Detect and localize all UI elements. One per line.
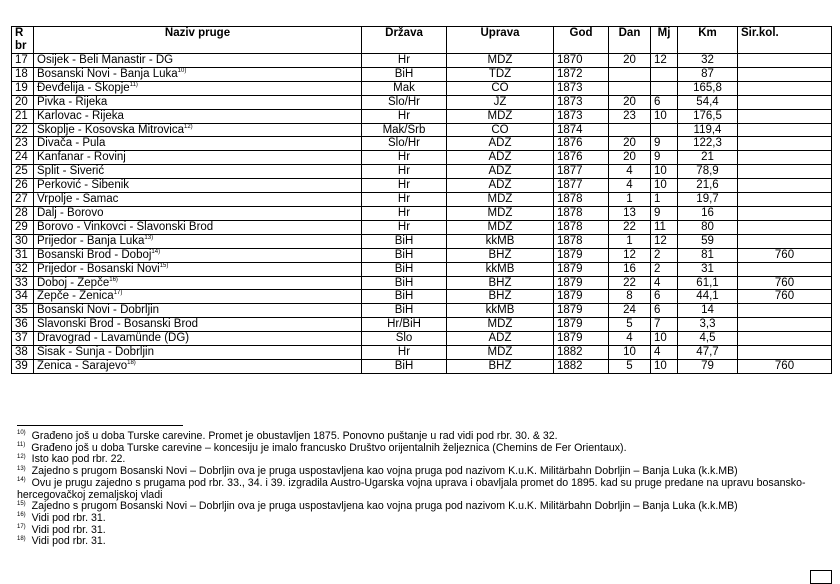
cell-rbr: 21 — [12, 109, 34, 123]
cell-drzava: BiH — [362, 67, 447, 81]
cell-naziv-pruge: Vrpolje - Šamac — [34, 193, 362, 207]
cell-uprava: CO — [447, 81, 554, 95]
cell-naziv-pruge: Perković - Šibenik — [34, 179, 362, 193]
cell-god: 1878 — [554, 206, 609, 220]
footnote-text: Zajedno s prugom Bosanski Novi – Dobrljin ova je pruga uspostavljena kao vojna pruga pod nazivom K.u.K. Militärbahn Dobrljin – Banja Luka (k.k.MB) — [31, 465, 738, 478]
cell-km: 16 — [678, 206, 738, 220]
cell-sirina-kolosijeka: 760 — [738, 248, 832, 262]
cell-drzava: Hr/BiH — [362, 318, 447, 332]
cell-dan: 5 — [609, 318, 651, 332]
cell-sirina-kolosijeka: 760 — [738, 359, 832, 373]
cell-mj: 12 — [651, 234, 678, 248]
cell-uprava: BHŽ — [447, 290, 554, 304]
header-god: God — [554, 27, 609, 54]
cell-km: 21 — [678, 151, 738, 165]
cell-drzava: BiH — [362, 290, 447, 304]
cell-drzava: Hr — [362, 346, 447, 360]
page-corner-box — [810, 570, 832, 584]
cell-drzava: Hr — [362, 220, 447, 234]
cell-mj: 9 — [651, 137, 678, 151]
cell-naziv-pruge: Osijek - Beli Manastir - DG — [34, 54, 362, 68]
table-row — [12, 165, 832, 179]
cell-naziv-pruge: Žepče - Zenica$^{17)}$ — [34, 290, 362, 304]
railway-table — [11, 26, 832, 374]
cell-rbr: 19 — [12, 81, 34, 95]
cell-km: 4,5 — [678, 332, 738, 346]
cell-god: 1878 — [554, 193, 609, 207]
footnotes-list — [17, 431, 832, 548]
cell-naziv-pruge: Zenica - Sarajevo$^{18)}$ — [34, 359, 362, 373]
cell-mj — [651, 67, 678, 81]
cell-dan: 4 — [609, 179, 651, 193]
cell-dan: 8 — [609, 290, 651, 304]
cell-km: 87 — [678, 67, 738, 81]
footnote-ref: 11) — [129, 81, 138, 88]
cell-mj: 6 — [651, 304, 678, 318]
cell-god: 1876 — [554, 151, 609, 165]
cell-drzava: Slo/Hr — [362, 95, 447, 109]
cell-mj: 2 — [651, 248, 678, 262]
cell-uprava: BHŽ — [447, 276, 554, 290]
cell-drzava: Mak — [362, 81, 447, 95]
footnote-mark: 14) — [17, 477, 26, 484]
table-row — [12, 318, 832, 332]
cell-km: 80 — [678, 220, 738, 234]
header-dan: Dan — [609, 27, 651, 54]
footnote-text: Zajedno s prugom Bosanski Novi – Dobrljin ova je pruga uspostavljena kao vojna pruga pod nazivom K.u.K. Militärbahn Dobrljin – Banja Luka (k.k.MB) — [31, 500, 738, 513]
table-row — [12, 123, 832, 137]
cell-rbr: 25 — [12, 165, 34, 179]
cell-rbr: 17 — [12, 54, 34, 68]
cell-god: 1870 — [554, 54, 609, 68]
cell-drzava: BiH — [362, 262, 447, 276]
header-drzava: Država — [362, 27, 447, 54]
footnote-text: Ovu je prugu zajedno s prugama pod rbr. 33., 34. i 39. izgradila Austro-Ugarska vojna uprava i obavljala promet do 1895. kad su pruge predane na upravu bosansko-hercegovačkoj zemaljskoj vladi — [17, 476, 806, 501]
cell-km: 79 — [678, 359, 738, 373]
cell-km: 32 — [678, 54, 738, 68]
cell-sirina-kolosijeka — [738, 304, 832, 318]
header-uprava: Uprava — [447, 27, 554, 54]
header-mj: Mj — [651, 27, 678, 54]
cell-rbr: 37 — [12, 332, 34, 346]
cell-km: 54,4 — [678, 95, 738, 109]
cell-naziv-pruge: Borovo - Vinkovci - Slavonski Brod — [34, 220, 362, 234]
table-row — [12, 290, 832, 304]
table-row — [12, 179, 832, 193]
cell-sirina-kolosijeka — [738, 109, 832, 123]
header-km: Km — [678, 27, 738, 54]
footnote-text: Isto kao pod rbr. 22. — [31, 453, 126, 466]
cell-uprava: BHŽ — [447, 359, 554, 373]
cell-km: 165,8 — [678, 81, 738, 95]
cell-dan: 1 — [609, 234, 651, 248]
cell-drzava: BiH — [362, 234, 447, 248]
cell-sirina-kolosijeka — [738, 193, 832, 207]
cell-sirina-kolosijeka — [738, 67, 832, 81]
cell-rbr: 32 — [12, 262, 34, 276]
table-row — [12, 54, 832, 68]
cell-dan: 16 — [609, 262, 651, 276]
cell-god: 1879 — [554, 318, 609, 332]
footnote-ref: 10) — [177, 68, 187, 75]
table-row — [12, 95, 832, 109]
cell-dan — [609, 67, 651, 81]
cell-god: 1879 — [554, 248, 609, 262]
cell-sirina-kolosijeka — [738, 95, 832, 109]
footnote-mark: 11) — [17, 442, 26, 449]
cell-drzava: BiH — [362, 304, 447, 318]
table-row — [12, 193, 832, 207]
cell-dan: 4 — [609, 165, 651, 179]
cell-rbr: 36 — [12, 318, 34, 332]
footnote-ref: 15) — [159, 262, 169, 269]
cell-dan: 20 — [609, 151, 651, 165]
table-row — [12, 248, 832, 262]
cell-dan: 24 — [609, 304, 651, 318]
cell-dan — [609, 123, 651, 137]
footnote-item — [17, 478, 832, 501]
cell-rbr: 35 — [12, 304, 34, 318]
cell-uprava: ADŽ — [447, 179, 554, 193]
cell-dan: 12 — [609, 248, 651, 262]
table-row — [12, 304, 832, 318]
cell-uprava: MDŽ — [447, 109, 554, 123]
footnote-mark: 15) — [17, 500, 26, 507]
cell-naziv-pruge: Slavonski Brod - Bosanski Brod — [34, 318, 362, 332]
cell-km: 176,5 — [678, 109, 738, 123]
cell-sirina-kolosijeka — [738, 54, 832, 68]
footnote-ref: 17) — [113, 290, 123, 297]
cell-naziv-pruge: Bosanski Novi - Dobrljin — [34, 304, 362, 318]
cell-sirina-kolosijeka — [738, 123, 832, 137]
table-row — [12, 332, 832, 346]
cell-km: 119,4 — [678, 123, 738, 137]
cell-mj: 10 — [651, 179, 678, 193]
footnote-ref: 13) — [144, 234, 154, 241]
footnote-ref: 12) — [184, 123, 193, 130]
cell-mj: 10 — [651, 109, 678, 123]
cell-km: 3,3 — [678, 318, 738, 332]
cell-uprava: kkMB — [447, 304, 554, 318]
cell-sirina-kolosijeka: 760 — [738, 276, 832, 290]
cell-drzava: BiH — [362, 359, 447, 373]
cell-drzava: Hr — [362, 109, 447, 123]
cell-god: 1876 — [554, 137, 609, 151]
footnote-ref: 16) — [109, 276, 118, 283]
cell-god: 1873 — [554, 109, 609, 123]
cell-god: 1873 — [554, 81, 609, 95]
cell-naziv-pruge: Divača - Pula — [34, 137, 362, 151]
cell-mj: 6 — [651, 290, 678, 304]
cell-mj: 1 — [651, 193, 678, 207]
cell-god: 1878 — [554, 234, 609, 248]
cell-naziv-pruge: Sisak - Sunja - Dobrljin — [34, 346, 362, 360]
cell-rbr: 23 — [12, 137, 34, 151]
cell-drzava: Slo — [362, 332, 447, 346]
cell-uprava: ADŽ — [447, 137, 554, 151]
cell-km: 59 — [678, 234, 738, 248]
cell-naziv-pruge: Pivka - Rijeka — [34, 95, 362, 109]
cell-god: 1879 — [554, 262, 609, 276]
cell-rbr: 31 — [12, 248, 34, 262]
cell-uprava: MDŽ — [447, 318, 554, 332]
cell-drzava: Hr — [362, 193, 447, 207]
cell-rbr: 24 — [12, 151, 34, 165]
table-row — [12, 262, 832, 276]
cell-naziv-pruge: Đevđelija - Skopje$^{11)}$ — [34, 81, 362, 95]
cell-km: 122,3 — [678, 137, 738, 151]
cell-god: 1872 — [554, 67, 609, 81]
header-naziv-pruge: Naziv pruge — [34, 27, 362, 54]
table-header-row — [12, 27, 832, 54]
cell-sirina-kolosijeka — [738, 206, 832, 220]
cell-rbr: 38 — [12, 346, 34, 360]
cell-god: 1879 — [554, 290, 609, 304]
cell-uprava: MDŽ — [447, 54, 554, 68]
cell-rbr: 39 — [12, 359, 34, 373]
table-row — [12, 359, 832, 373]
cell-sirina-kolosijeka — [738, 234, 832, 248]
cell-rbr: 27 — [12, 193, 34, 207]
footnote-item — [17, 513, 832, 525]
cell-mj: 4 — [651, 346, 678, 360]
cell-rbr: 34 — [12, 290, 34, 304]
table-row — [12, 109, 832, 123]
cell-dan: 20 — [609, 137, 651, 151]
cell-mj: 2 — [651, 262, 678, 276]
cell-mj — [651, 123, 678, 137]
table-row — [12, 137, 832, 151]
cell-uprava: BHŽ — [447, 248, 554, 262]
cell-sirina-kolosijeka — [738, 81, 832, 95]
cell-mj: 10 — [651, 332, 678, 346]
cell-km: 44,1 — [678, 290, 738, 304]
cell-god: 1874 — [554, 123, 609, 137]
cell-god: 1873 — [554, 95, 609, 109]
table-row — [12, 346, 832, 360]
cell-god: 1879 — [554, 304, 609, 318]
cell-uprava: ADŽ — [447, 165, 554, 179]
cell-uprava: MDŽ — [447, 346, 554, 360]
cell-km: 47,7 — [678, 346, 738, 360]
cell-rbr: 30 — [12, 234, 34, 248]
cell-uprava: MDŽ — [447, 220, 554, 234]
cell-dan: 20 — [609, 54, 651, 68]
footnote-mark: 10) — [17, 430, 26, 437]
footnote-ref: 18) — [127, 360, 136, 367]
cell-dan: 4 — [609, 332, 651, 346]
cell-uprava: MDŽ — [447, 193, 554, 207]
cell-drzava: Hr — [362, 151, 447, 165]
cell-rbr: 20 — [12, 95, 34, 109]
header-sirina-kolosijeka: Šir.kol. — [738, 27, 832, 54]
cell-drzava: Hr — [362, 179, 447, 193]
footnote-item — [17, 501, 832, 513]
cell-rbr: 33 — [12, 276, 34, 290]
cell-dan: 13 — [609, 206, 651, 220]
cell-sirina-kolosijeka — [738, 151, 832, 165]
footnote-item — [17, 525, 832, 537]
footnote-mark: 18) — [17, 535, 26, 542]
table-row — [12, 206, 832, 220]
cell-mj: 10 — [651, 165, 678, 179]
cell-sirina-kolosijeka — [738, 137, 832, 151]
cell-sirina-kolosijeka — [738, 346, 832, 360]
footnote-mark: 16) — [17, 512, 26, 519]
cell-dan: 20 — [609, 95, 651, 109]
cell-uprava: ADŽ — [447, 151, 554, 165]
cell-drzava: BiH — [362, 248, 447, 262]
header-rbr: Rbr — [12, 27, 34, 54]
cell-naziv-pruge: Doboj - Žepče$^{16)}$ — [34, 276, 362, 290]
cell-km: 19,7 — [678, 193, 738, 207]
cell-sirina-kolosijeka — [738, 262, 832, 276]
footnote-ref: 14) — [151, 248, 161, 255]
cell-drzava: Mak/Srb — [362, 123, 447, 137]
footnote-mark: 13) — [17, 465, 26, 472]
cell-mj: 6 — [651, 95, 678, 109]
footnote-text: Vidi pod rbr. 31. — [31, 523, 106, 536]
cell-drzava: Hr — [362, 206, 447, 220]
cell-mj: 12 — [651, 54, 678, 68]
table-row — [12, 81, 832, 95]
footnote-text: Vidi pod rbr. 31. — [31, 535, 106, 548]
cell-mj: 11 — [651, 220, 678, 234]
footnote-mark: 17) — [17, 524, 26, 531]
cell-god: 1877 — [554, 179, 609, 193]
cell-mj: 7 — [651, 318, 678, 332]
footnote-text: Građeno još u doba Turske carevine. Promet je obustavljen 1875. Ponovno puštanje u rad vidi pod rbr. 30. & 32. — [31, 430, 558, 442]
table-row — [12, 220, 832, 234]
cell-drzava: Hr — [362, 165, 447, 179]
cell-god: 1878 — [554, 220, 609, 234]
cell-sirina-kolosijeka — [738, 318, 832, 332]
cell-naziv-pruge: Skoplje - Kosovska Mitrovica$^{12)}$ — [34, 123, 362, 137]
cell-naziv-pruge: Split - Siverić — [34, 165, 362, 179]
cell-km: 31 — [678, 262, 738, 276]
cell-uprava: ADŽ — [447, 332, 554, 346]
cell-naziv-pruge: Kanfanar - Rovinj — [34, 151, 362, 165]
footnote-text: Građeno još u doba Turske carevine – koncesiju je imalo francusko Društvo orijentalnih željeznica (Chemins de Fer Orientaux). — [31, 441, 627, 454]
cell-sirina-kolosijeka — [738, 165, 832, 179]
cell-drzava: Slo/Hr — [362, 137, 447, 151]
cell-sirina-kolosijeka: 760 — [738, 290, 832, 304]
cell-mj: 10 — [651, 359, 678, 373]
footnote-text: Vidi pod rbr. 31. — [31, 511, 106, 524]
cell-naziv-pruge: Prijedor - Banja Luka$^{13)}$ — [34, 234, 362, 248]
cell-naziv-pruge: Karlovac - Rijeka — [34, 109, 362, 123]
cell-sirina-kolosijeka — [738, 220, 832, 234]
cell-sirina-kolosijeka — [738, 179, 832, 193]
cell-km: 78,9 — [678, 165, 738, 179]
cell-mj: 9 — [651, 206, 678, 220]
cell-mj: 9 — [651, 151, 678, 165]
cell-god: 1882 — [554, 359, 609, 373]
cell-uprava: JŽ — [447, 95, 554, 109]
cell-km: 21,6 — [678, 179, 738, 193]
cell-rbr: 26 — [12, 179, 34, 193]
footnote-mark: 12) — [17, 453, 26, 460]
cell-god: 1882 — [554, 346, 609, 360]
cell-dan: 10 — [609, 346, 651, 360]
footnote-item — [17, 443, 832, 455]
cell-god: 1879 — [554, 332, 609, 346]
cell-km: 61,1 — [678, 276, 738, 290]
cell-dan: 5 — [609, 359, 651, 373]
cell-dan — [609, 81, 651, 95]
cell-rbr: 18 — [12, 67, 34, 81]
table-row — [12, 276, 832, 290]
cell-naziv-pruge: Bosanski Novi - Banja Luka$^{10)}$ — [34, 67, 362, 81]
cell-uprava: kkMB — [447, 262, 554, 276]
cell-dan: 1 — [609, 193, 651, 207]
cell-dan: 23 — [609, 109, 651, 123]
cell-naziv-pruge: Prijedor - Bosanski Novi$^{15)}$ — [34, 262, 362, 276]
cell-uprava: MDŽ — [447, 206, 554, 220]
cell-naziv-pruge: Dalj - Borovo — [34, 206, 362, 220]
cell-uprava: kkMB — [447, 234, 554, 248]
cell-naziv-pruge: Dravograd - Lavamünde (DG) — [34, 332, 362, 346]
footnote-item — [17, 536, 832, 548]
cell-drzava: BiH — [362, 276, 447, 290]
table-row — [12, 234, 832, 248]
cell-drzava: Hr — [362, 54, 447, 68]
cell-dan: 22 — [609, 276, 651, 290]
cell-uprava: CO — [447, 123, 554, 137]
cell-mj: 4 — [651, 276, 678, 290]
cell-rbr: 22 — [12, 123, 34, 137]
cell-km: 14 — [678, 304, 738, 318]
cell-uprava: TDŽ — [447, 67, 554, 81]
cell-rbr: 28 — [12, 206, 34, 220]
table-row — [12, 151, 832, 165]
cell-dan: 22 — [609, 220, 651, 234]
footnote-separator — [17, 425, 183, 426]
table-row — [12, 67, 832, 81]
cell-naziv-pruge: Bosanski Brod - Doboj$^{14)}$ — [34, 248, 362, 262]
cell-km: 81 — [678, 248, 738, 262]
cell-god: 1879 — [554, 276, 609, 290]
cell-god: 1877 — [554, 165, 609, 179]
cell-mj — [651, 81, 678, 95]
cell-rbr: 29 — [12, 220, 34, 234]
cell-sirina-kolosijeka — [738, 332, 832, 346]
